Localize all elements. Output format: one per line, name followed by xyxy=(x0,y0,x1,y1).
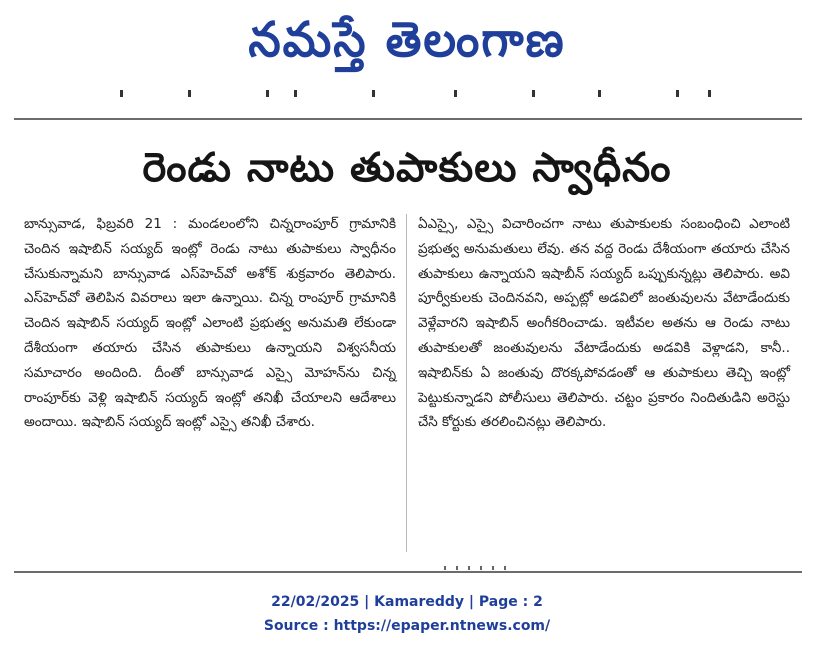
article-paragraph: బాన్సువాడ, ఫిబ్రవరి 21 : మండలంలోని చిన్నరాంపూర్ గ్రామానికి చెందిన ఇషాబిన్ సయ్యద్ ఇంట్లో రెండు నాటు తుపాకులు స్వాధీనం చేసుకున్నామని బాన్సువాడ ఎస్‌హెచ్‌వో అశోక్ శుక్రవారం తెలిపారు. ఎస్‌హెచ్‌వో తెలిపిన వివరాలు ఇలా ఉన్నాయి. చిన్న రాంపూర్ గ్రామానికి చెందిన ఇషాబిన్ సయ్యద్ ఇంట్లో ఎలాంటి ప్రభుత్వ అనుమతి లేకుండా దేశీయంగా తయారు చేసిన తుపాకులు ఉన్నాయని విశ్వసనీయ సమాచారం అందింది. దీంతో బాన్సువాడ ఎస్సై మోహన్‌ను చిన్న రాంపూర్‌కు వెళ్లి ఇషాబిన్ సయ్యద్ ఇంట్లో తనిఖీ చేయాలని ఆదేశాలు అందాయి. ఇషాబిన్ సయ్యద్ ఇంట్లో ఎస్సై తనిఖీ చేశారు. xyxy=(24,216,396,431)
footer-source: Source : https://epaper.ntnews.com/ xyxy=(263,618,551,634)
bottom-rule xyxy=(14,571,802,573)
article-column-right xyxy=(418,212,790,435)
top-rule xyxy=(14,118,802,120)
article-paragraph: ఏఎస్సై, ఎస్సై విచారించగా నాటు తుపాకులకు సంబంధించి ఎలాంటి ప్రభుత్వ అనుమతులు లేవు. తన వద్ద రెండు దేశీయంగా తయారు చేసిన తుపాకులు ఉన్నాయని ఇషాబీన్ సయ్యద్ ఒప్పుకున్నట్లు తెలిపారు. అవి పూర్వీకులకు చెందినవని, అప్పట్లో అడవిలో జంతువులను వేటాడేందుకు వెళ్లేవారని ఇషాబిన్ అంగీకరించాడు. ఇటీవల అతను ఆ రెండు నాటు తుపాకులతో జంతువులను వేటాడేందుకు అడవికి వెళ్లాడని, కానీ.. ఇషాబిన్‌కు ఏ జంతువు దొరక్కపోవడంతో ఆ తుపాకులు తెచ్చి ఇంట్లో పెట్టుకున్నాడని పోలీసులు తెలిపారు. చట్టం ప్రకారం నిందితుడిని అరెస్టు చేసి కోర్టుకు తరలించినట్లు తెలిపారు. xyxy=(418,216,790,431)
masthead-decoration-strip xyxy=(80,90,720,98)
bottom-decoration-ticks xyxy=(440,566,520,570)
masthead xyxy=(0,8,814,78)
column-divider xyxy=(406,214,407,552)
newspaper-logo: నమస్తే తెలంగాణ xyxy=(248,10,566,68)
article-headline: రెండు నాటు తుపాకులు స్వాధీనం xyxy=(142,145,672,191)
article-column-left xyxy=(24,212,396,435)
footer-date-edition: 22/02/2025 | Kamareddy | Page : 2 xyxy=(271,594,543,610)
